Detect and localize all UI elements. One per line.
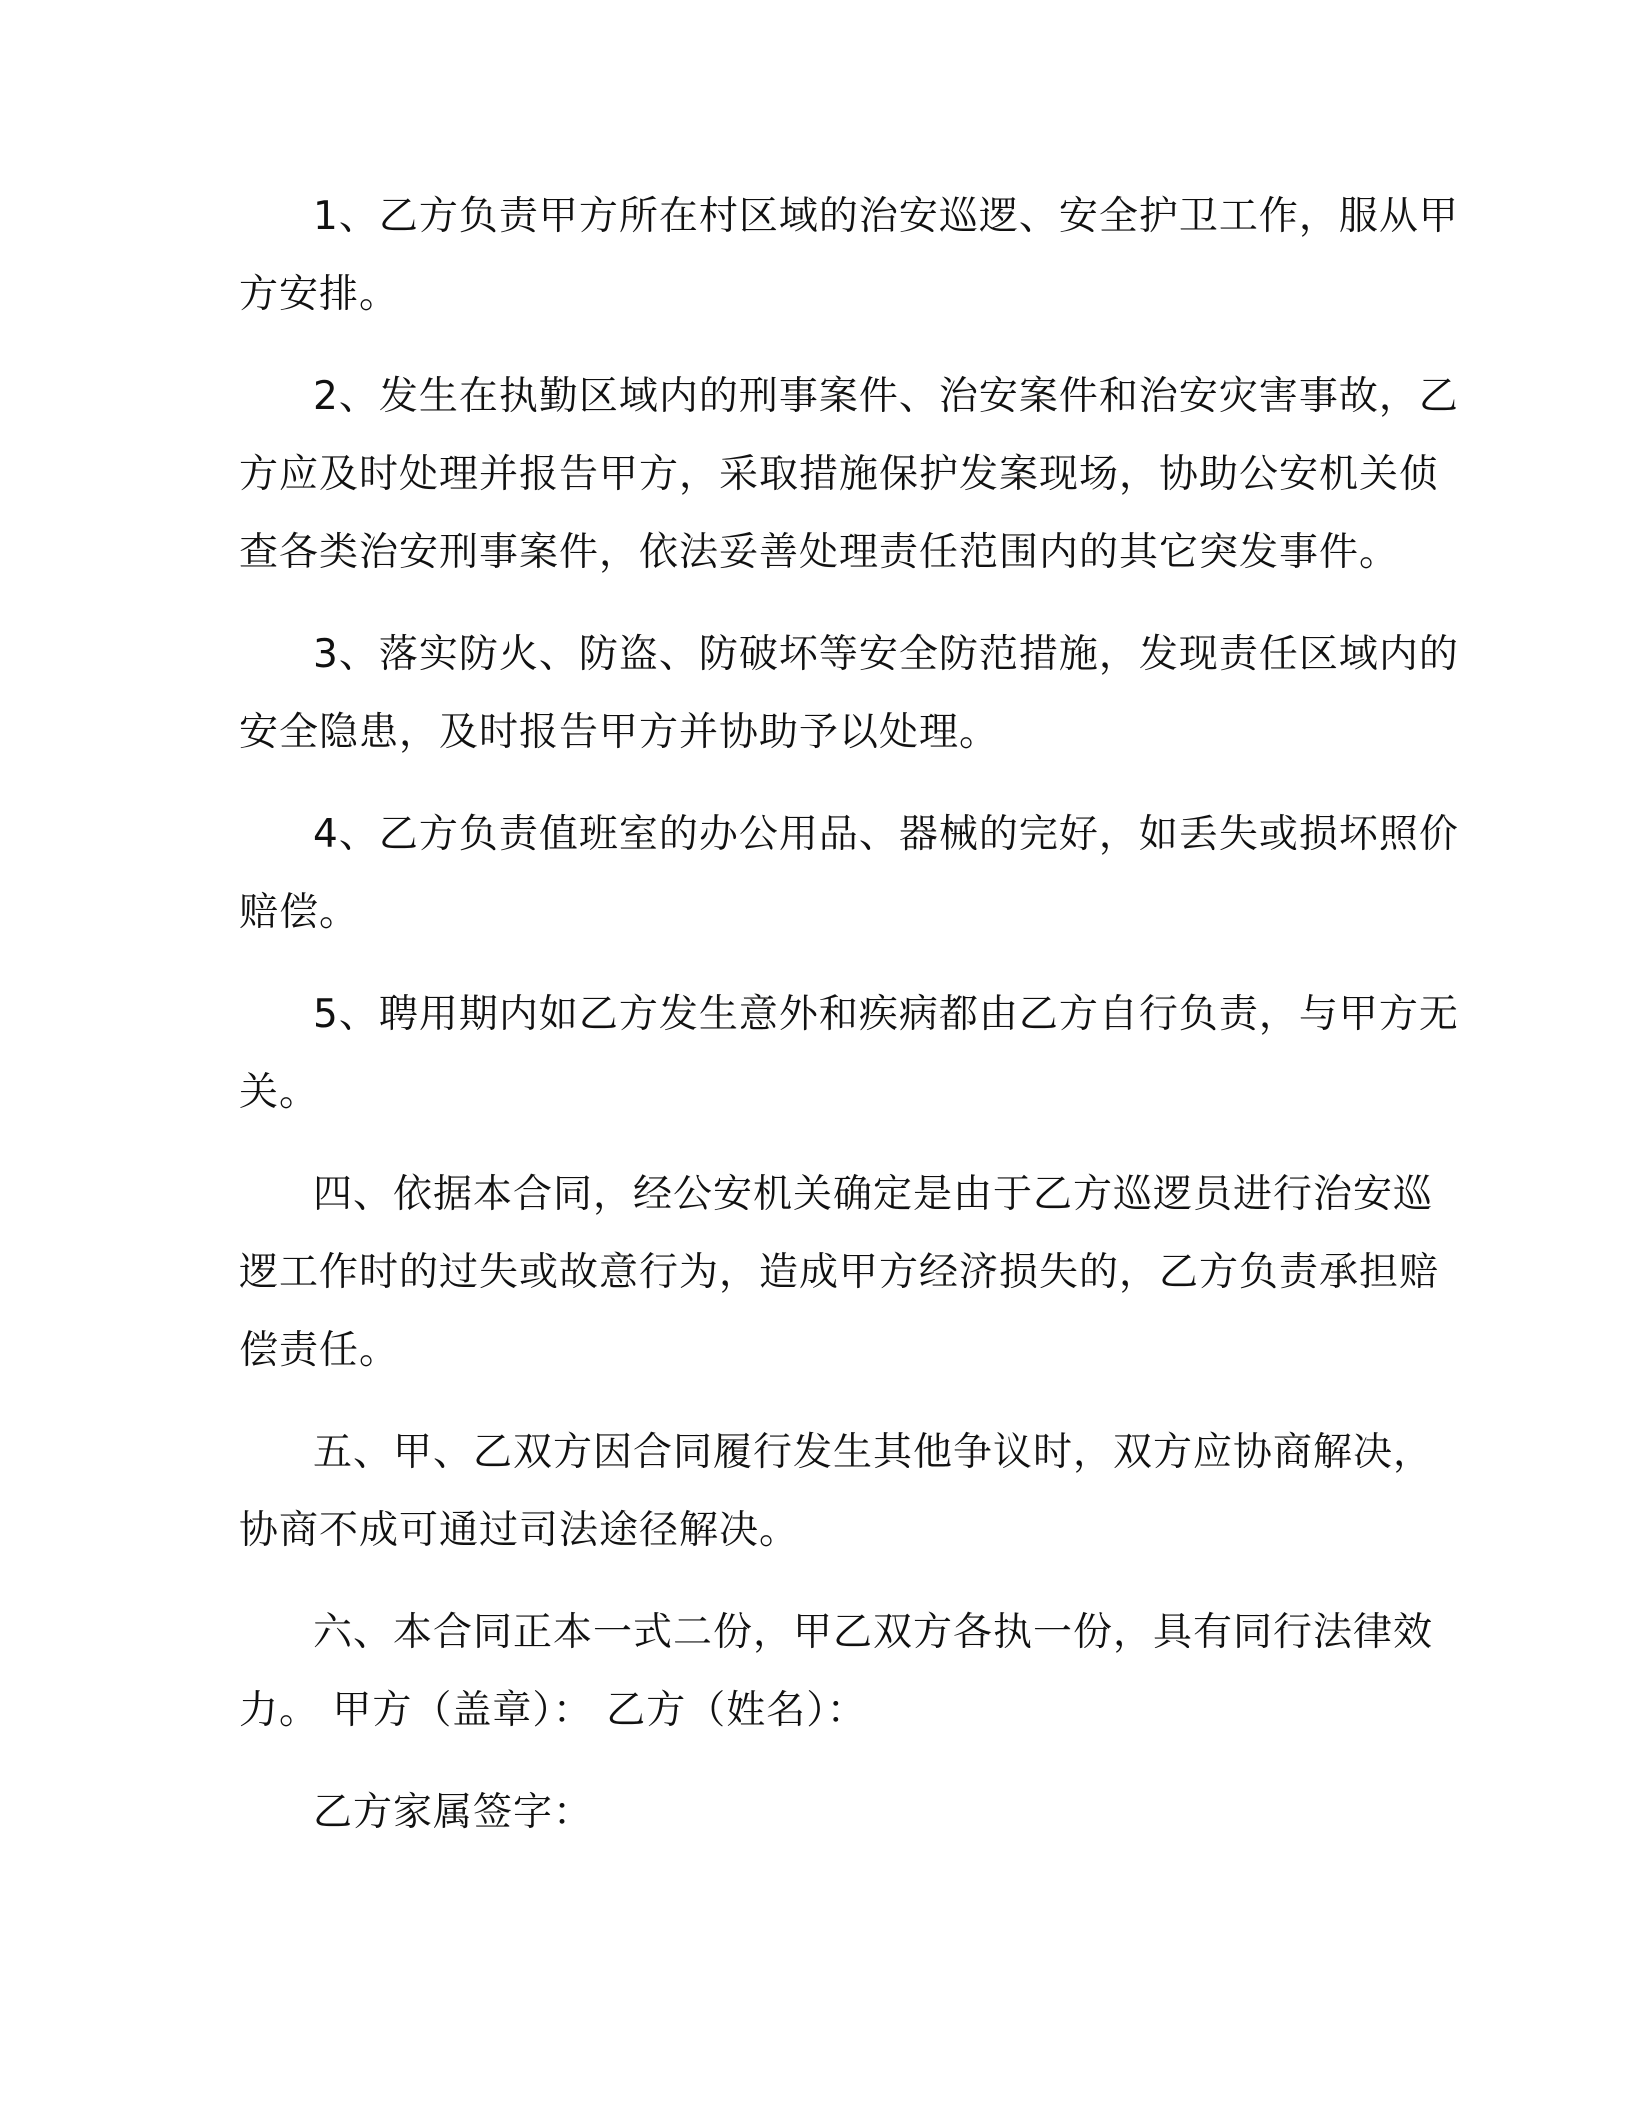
clause-1-line-2: 方安排。 [239, 272, 400, 317]
clause-2-line-2: 方应及时处理并报告甲方，采取措施保护发案现场，协助公安机关侦 [239, 452, 1440, 497]
article-4-line-2: 逻工作时的过失或故意行为，造成甲方经济损失的，乙方负责承担赔 [239, 1250, 1440, 1295]
clause-2 [239, 358, 1459, 592]
family-signature-label: 乙方家属签字： [313, 1790, 594, 1835]
clause-1-line-1: 1、乙方负责甲方所在村区域的治安巡逻、安全护卫工作，服从甲 [313, 194, 1459, 239]
article-4 [239, 1156, 1440, 1390]
clause-3 [239, 616, 1459, 772]
article-5-line-1: 五、甲、乙双方因合同履行发生其他争议时，双方应协商解决， [313, 1430, 1434, 1475]
article-5-line-2: 协商不成可通过司法途径解决。 [239, 1508, 800, 1553]
signature-line: 力。 甲方（盖章）： 乙方（姓名）： [239, 1688, 867, 1733]
clause-4-line-2: 赔偿。 [239, 890, 360, 935]
clause-3-line-1: 3、落实防火、防盗、防破坏等安全防范措施，发现责任区域内的 [313, 632, 1459, 677]
article-4-line-1: 四、依据本合同，经公安机关确定是由于乙方巡逻员进行治安巡 [313, 1172, 1434, 1217]
article-6 [239, 1594, 1434, 1750]
clause-5-line-2: 关。 [239, 1070, 320, 1115]
family-signature [239, 1774, 1379, 1852]
clause-2-line-3: 查各类治安刑事案件，依法妥善处理责任范围内的其它突发事件。 [239, 530, 1400, 575]
article-5 [239, 1414, 1434, 1570]
clause-5 [239, 976, 1459, 1132]
article-4-line-3: 偿责任。 [239, 1328, 400, 1373]
article-6-line-1: 六、本合同正本一式二份，甲乙双方各执一份，具有同行法律效 [313, 1610, 1434, 1655]
clause-1 [239, 178, 1459, 334]
clause-4 [239, 796, 1459, 952]
clause-4-line-1: 4、乙方负责值班室的办公用品、器械的完好，如丢失或损坏照价 [313, 812, 1459, 857]
clause-2-line-1: 2、发生在执勤区域内的刑事案件、治安案件和治安灾害事故，乙 [313, 374, 1459, 419]
clause-3-line-2: 安全隐患，及时报告甲方并协助予以处理。 [239, 710, 1000, 755]
clause-5-line-1: 5、聘用期内如乙方发生意外和疾病都由乙方自行负责，与甲方无 [313, 992, 1459, 1037]
